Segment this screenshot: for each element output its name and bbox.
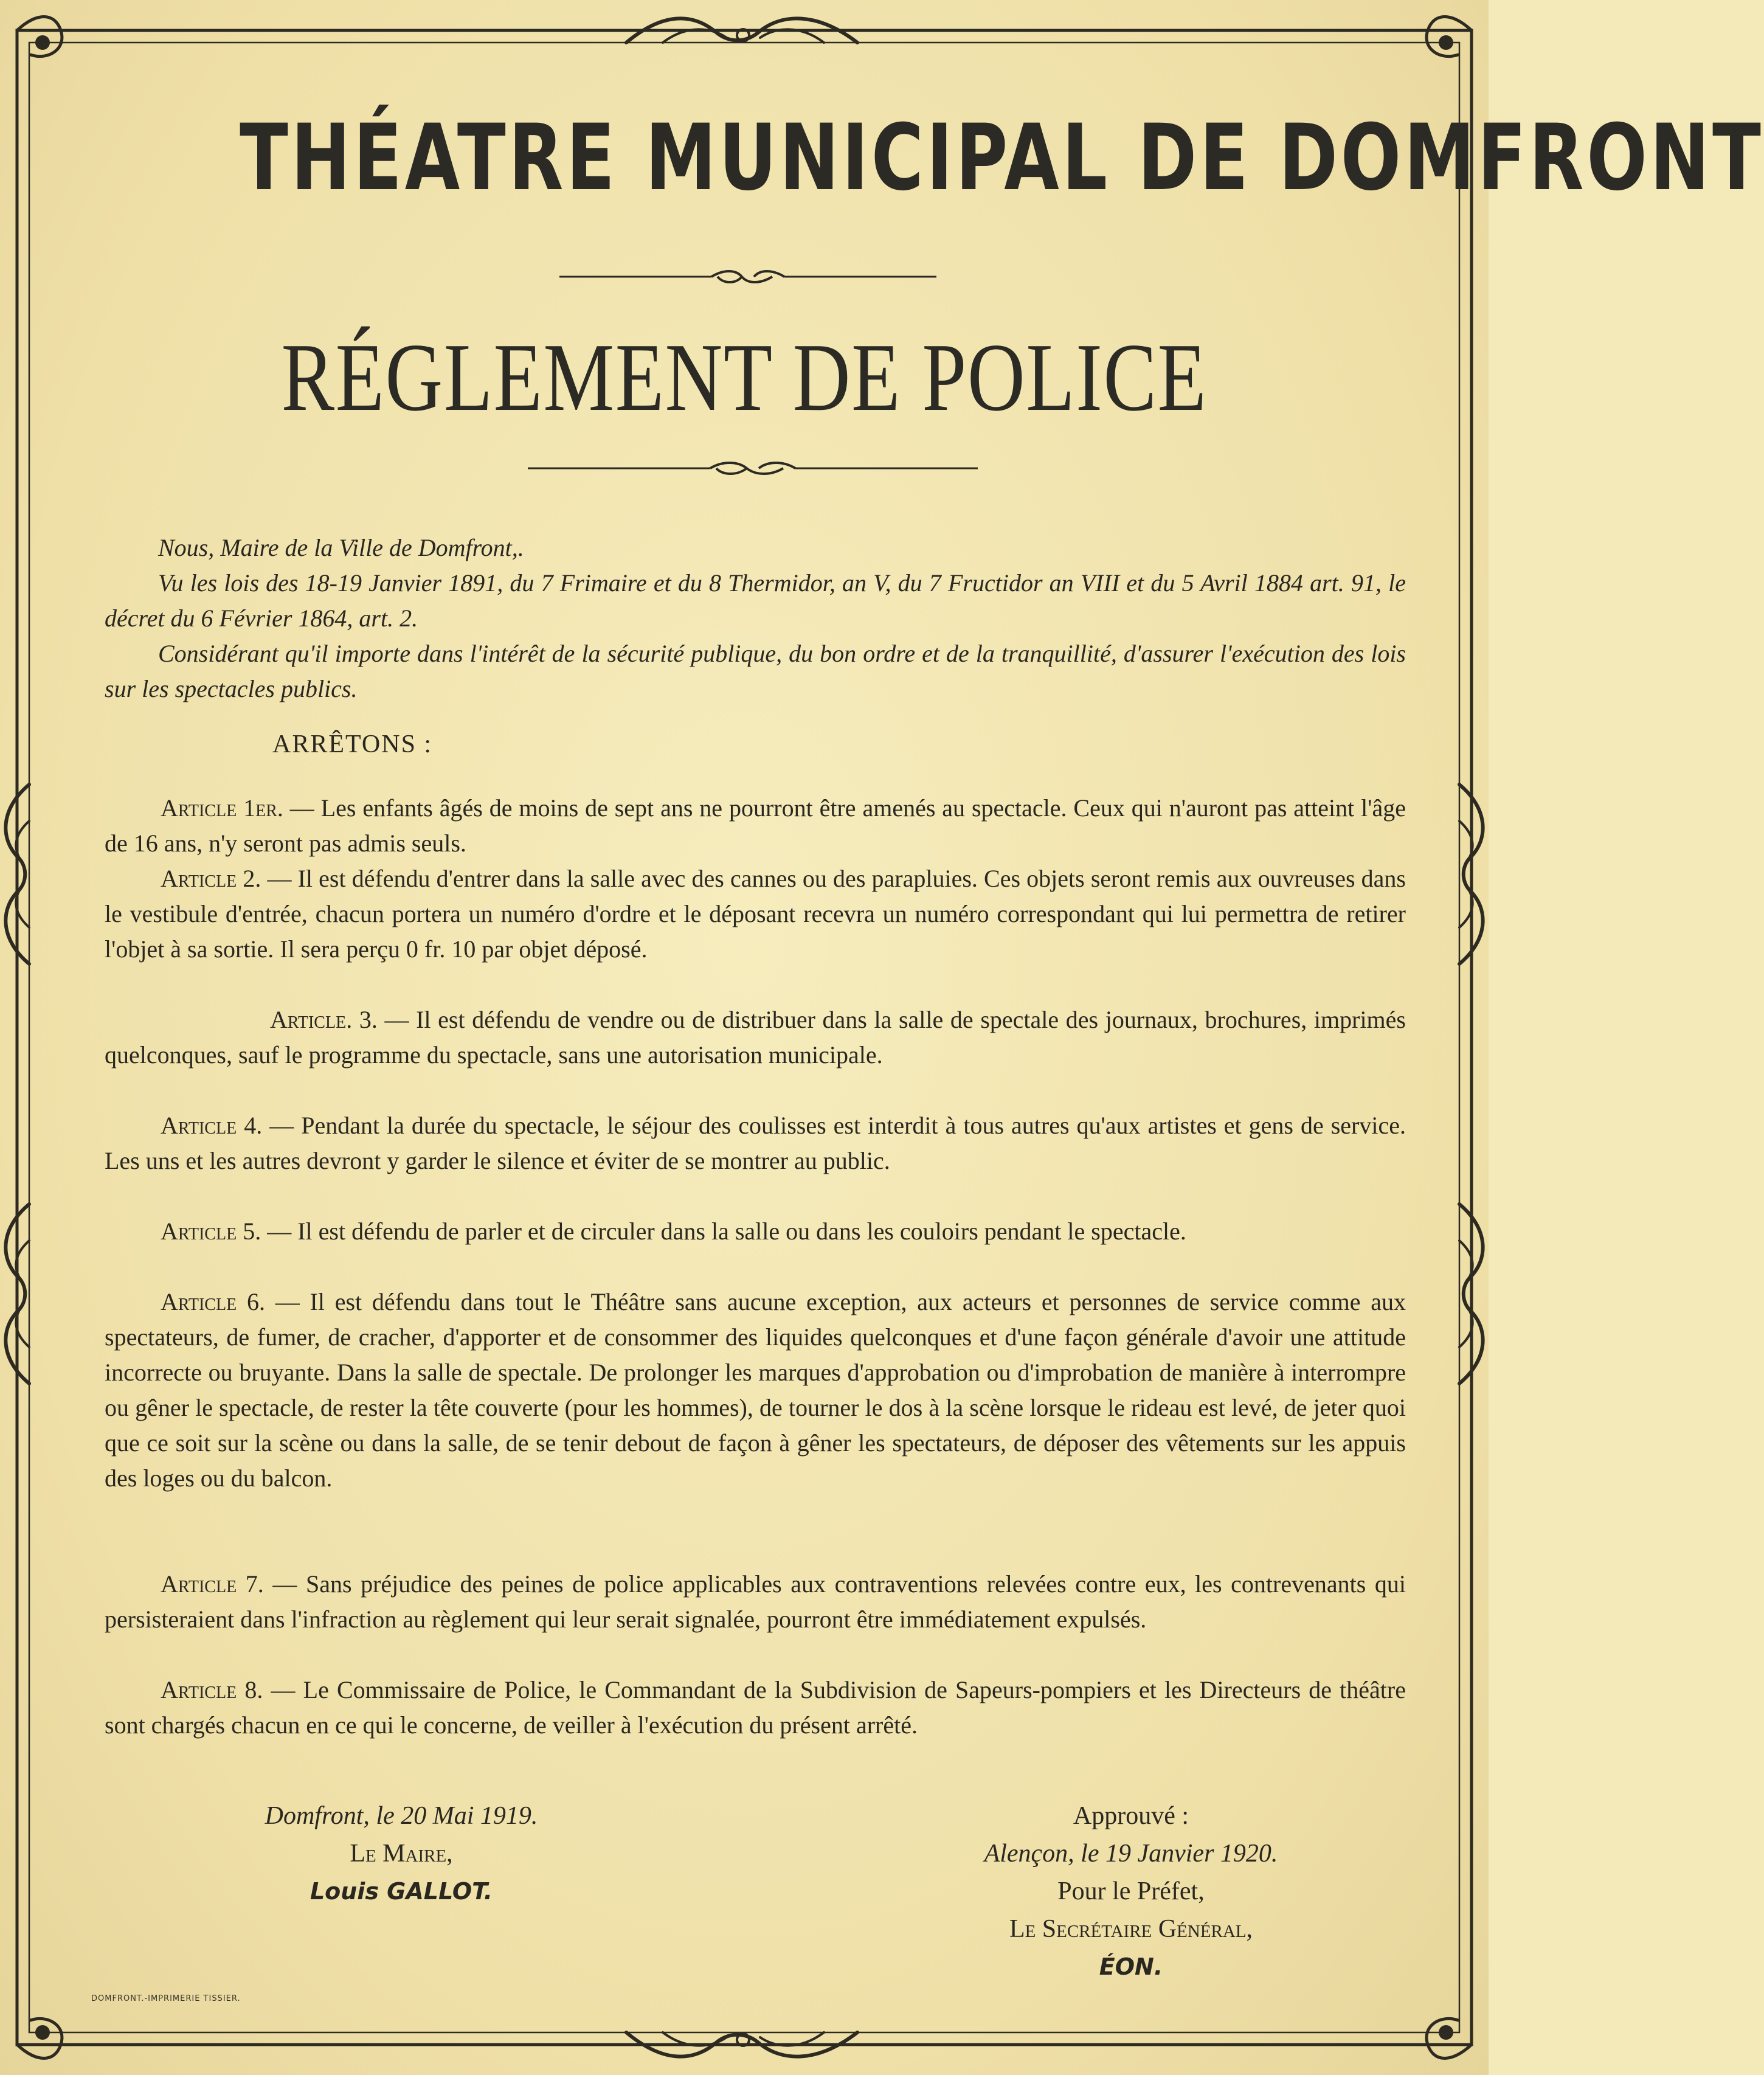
article-label: Article 1er.: [161, 794, 283, 822]
preamble-line-1: Nous, Maire de la Ville de Domfront,.: [158, 534, 524, 561]
article-3: [105, 1002, 1406, 1073]
article-5: [105, 1214, 1406, 1249]
article-text: — Il est défendu d'entrer dans la salle avec des cannes ou des parapluies. Ces objets seront remis aux ouvreuses dans le vestibule d'entrée, chacun portera un numéro d'ordre et le déposant recevra un numéro correspondant qui lui permettra de retirer l'objet à sa sortie. Il sera perçu 0 fr. 10 par objet déposé.: [105, 865, 1406, 963]
article-text: — Il est défendu dans tout le Théâtre sans aucune exception, aux acteurs et personnes de service comme aux spectateurs, de fumer, de cracher, d'apporter et de consommer des liquides quelconques et d'une façon générale d'avoir une attitude incorrecte ou bruyante. Dans la salle de spectale. De prolonger les marques d'approbation ou d'improbation de manière à interrompre ou gêner le spectacle, de rester la tête couverte (pour les hommes), de tourner le dos à la scène lorsque le rideau est levé, de jeter quoi que ce soit sur la scène ou dans la salle, de se tenir debout de façon à gêner les spectateurs, de déposer des vêtements sur les appuis des loges ou du balcon.: [105, 1288, 1406, 1492]
article-1: [105, 791, 1406, 861]
article-7: [105, 1567, 1406, 1637]
article-6: [105, 1284, 1406, 1496]
mayor-name: Louis GALLOT.: [310, 1878, 493, 1905]
article-text: — Il est défendu de vendre ou de distribuer dans la salle de spectale des journaux, brochures, imprimés quelconques, sauf le programme du spectacle, sans une autorisation municipale.: [105, 1006, 1406, 1069]
poster-title: THÉATRE MUNICIPAL DE DOMFRONT: [240, 105, 1764, 211]
approval-place-date: Alençon, le 19 Janvier 1920.: [984, 1840, 1278, 1868]
secretary-title: Le Secrétaire Général,: [1009, 1915, 1253, 1943]
article-8: [105, 1672, 1406, 1743]
article-label: Article 8.: [161, 1676, 263, 1703]
article-label: Article. 3.: [270, 1006, 378, 1033]
article-label: Article 4.: [161, 1112, 263, 1139]
preamble-considering: Considérant qu'il importe dans l'intérêt de la sécurité publique, du bon ordre et de la tranquillité, d'assurer l'exécution des lois sur les spectacles publics.: [105, 640, 1406, 702]
article-label: Article 2.: [161, 865, 261, 892]
title-divider: [559, 265, 936, 289]
article-4: [105, 1108, 1406, 1179]
article-2: [105, 861, 1406, 967]
subtitle-divider: [528, 456, 978, 480]
printer-imprint: DOMFRONT.-IMPRIMERIE TISSIER.: [91, 1994, 241, 2003]
arretons-heading: ARRÊTONS :: [272, 730, 433, 758]
secretary-name: ÉON.: [1099, 1953, 1163, 1980]
article-text: — Pendant la durée du spectacle, le séjour des coulisses est interdit à tous autres qu'aux artistes et gens de service. Les uns et les autres devront y garder le silence et éviter de se montrer au public.: [105, 1112, 1406, 1174]
article-text: — Il est défendu de parler et de circuler dans la salle ou dans les couloirs pendant le spectacle.: [261, 1218, 1186, 1245]
prefect-line: Pour le Préfet,: [1057, 1877, 1205, 1905]
approval-label: Approuvé :: [1073, 1802, 1189, 1830]
article-text: — Le Commissaire de Police, le Commandant de la Subdivision de Sapeurs-pompiers et les Directeurs de théâtre sont chargés chacun en ce qui le concerne, de veiller à l'exécution du présent arrêté.: [105, 1676, 1406, 1739]
mayor-title: Le Maire,: [350, 1840, 453, 1868]
article-label: Article 7.: [161, 1570, 264, 1598]
article-label: Article 5.: [161, 1218, 261, 1245]
article-label: Article 6.: [161, 1288, 265, 1315]
preamble-laws: Vu les lois des 18-19 Janvier 1891, du 7 Frimaire et du 8 Thermidor, an V, du 7 Fructidor an VIII et du 5 Avril 1884 art. 91, le décret du 6 Février 1864, art. 2.: [105, 569, 1406, 632]
article-text: — Sans préjudice des peines de police applicables aux contraventions relevées contre eux, les contrevenants qui persisteraient dans l'infraction au règlement qui leur serait signalée, pourront être immédiatement expulsés.: [105, 1570, 1406, 1633]
poster-subtitle: RÉGLEMENT DE POLICE: [281, 323, 1208, 431]
article-text: — Les enfants âgés de moins de sept ans ne pourront être amenés au spectacle. Ceux qui n'auront pas atteint l'âge de 16 ans, n'y seront pas admis seuls.: [105, 794, 1406, 857]
signature-mayor: [182, 1797, 620, 1910]
signature-prefecture: [900, 1797, 1362, 1986]
mayor-place-date: Domfront, le 20 Mai 1919.: [265, 1802, 538, 1830]
